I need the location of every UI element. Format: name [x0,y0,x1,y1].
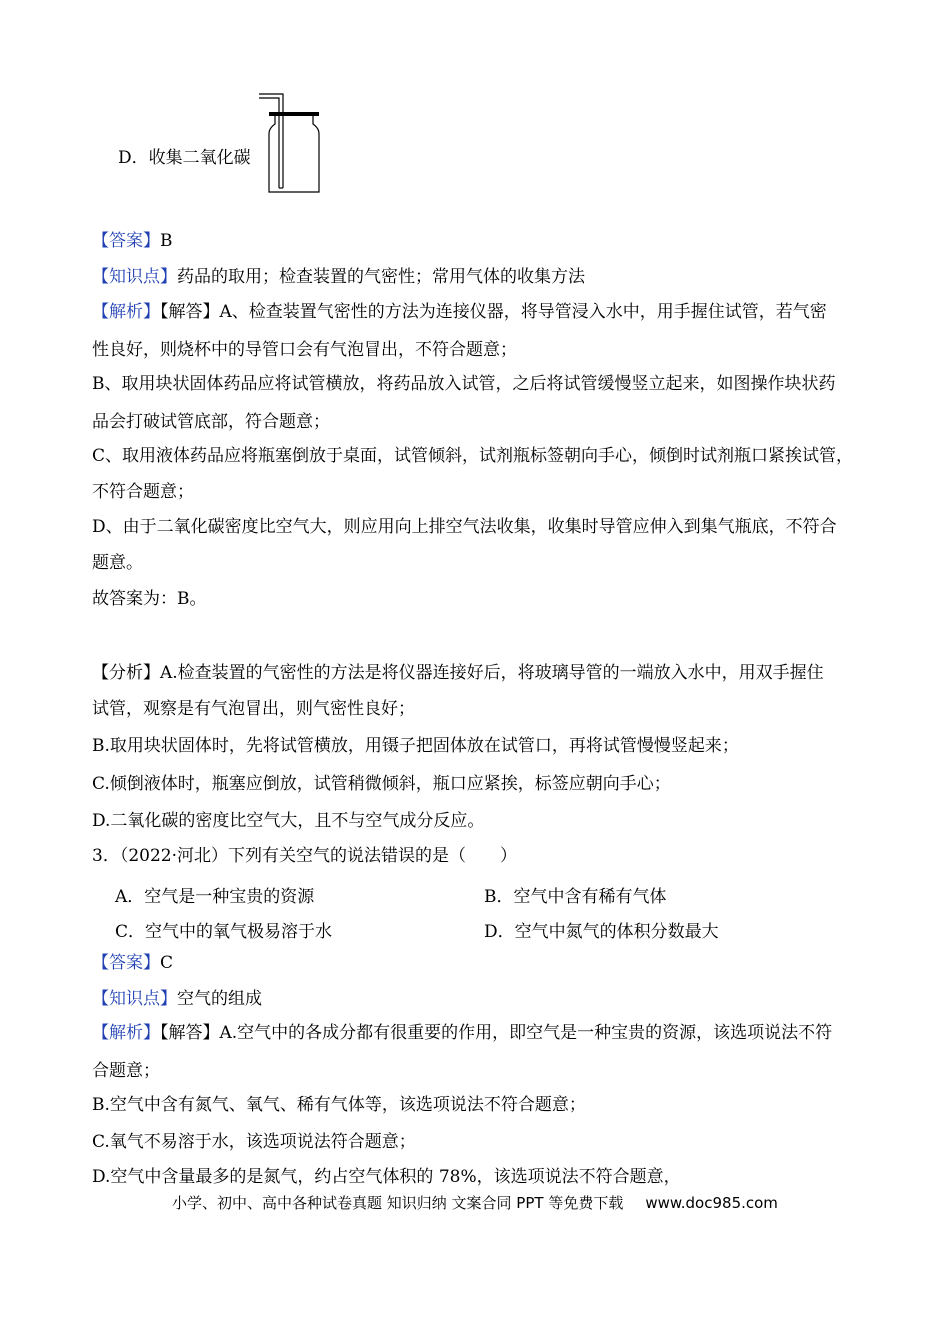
answer-row [92,953,173,973]
analysis-line: 故答案为：B。 [92,589,207,609]
knowledge-row [92,989,262,1009]
analysis-tag: 【解析】 [92,1023,160,1043]
knowledge-tag: 【知识点】 [92,267,177,287]
knowledge-value: 药品的取用；检查装置的气密性；常用气体的收集方法 [177,267,585,287]
gas-collection-bottle-icon [255,88,325,196]
analysis-line: 【解答】A、检查装置气密性的方法为连接仪器，将导管浸入水中，用手握住试管，若气密 [160,302,827,322]
fenxi-line: D.二氧化碳的密度比空气大，且不与空气成分反应。 [92,811,485,831]
option-d-label: D．收集二氧化碳 [118,148,251,168]
option-d: D．空气中氮气的体积分数最大 [484,922,719,942]
footer-text: 小学、初中、高中各种试卷真题 知识归纳 文案合同 PPT 等免费下载 [172,1194,624,1212]
analysis-line: B、取用块状固体药品应将试管横放，将药品放入试管，之后将试管缓慢竖立起来，如图操作块状药 [92,374,836,394]
fenxi-line: C.倾倒液体时，瓶塞应倒放，试管稍微倾斜，瓶口应紧挨，标签应朝向手心； [92,774,671,794]
knowledge-tag: 【知识点】 [92,989,177,1009]
analysis-row [92,1023,832,1043]
answer-tag: 【答案】 [92,231,160,251]
knowledge-row [92,267,585,287]
answer-value: C [160,953,174,973]
option-a: A．空气是一种宝贵的资源 [115,887,315,907]
question-stem: 3．（2022·河北）下列有关空气的说法错误的是（ ） [92,846,517,866]
analysis-line: 不符合题意； [92,482,194,502]
analysis-line: 品会打破试管底部，符合题意； [92,412,330,432]
analysis-row [92,302,827,322]
analysis-line: 题意。 [92,553,143,573]
fenxi-line: B.取用块状固体时，先将试管横放，用镊子把固体放在试管口，再将试管慢慢竖起来； [92,736,739,756]
analysis-tag: 【解析】 [92,302,160,322]
option-c: C．空气中的氧气极易溶于水 [115,922,333,942]
analysis-line: 性良好，则烧杯中的导管口会有气泡冒出，不符合题意； [92,340,517,360]
fenxi-row [92,663,824,683]
fenxi-line: 试管，观察是有气泡冒出，则气密性良好； [92,699,415,719]
answer-row [92,231,173,251]
fenxi-line: A.检查装置的气密性的方法是将仪器连接好后，将玻璃导管的一端放入水中，用双手握住 [160,663,824,683]
analysis-line: 【解答】A.空气中的各成分都有很重要的作用，即空气是一种宝贵的资源，该选项说法不符 [160,1023,833,1043]
analysis-line: 合题意； [92,1061,160,1081]
knowledge-value: 空气的组成 [177,989,262,1009]
analysis-line: D、由于二氧化碳密度比空气大，则应用向上排空气法收集，收集时导管应伸入到集气瓶底，不符合 [92,517,837,537]
analysis-line: D.空气中含量最多的是氮气，约占空气体积的 78%，该选项说法不符合题意， [92,1167,681,1187]
answer-value: B [160,231,173,251]
fenxi-tag: 【分析】 [92,663,160,683]
analysis-line: B.空气中含有氮气、氧气、稀有气体等，该选项说法不符合题意； [92,1095,586,1115]
page-footer [172,1192,778,1213]
analysis-line: C.氧气不易溶于水，该选项说法符合题意； [92,1132,416,1152]
analysis-line: C、取用液体药品应将瓶塞倒放于桌面，试管倾斜，试剂瓶标签朝向手心，倾倒时试剂瓶口紧挨试管， [92,446,854,466]
answer-tag: 【答案】 [92,953,160,973]
option-b: B．空气中含有稀有气体 [484,887,667,907]
footer-link[interactable]: www.doc985.com [645,1194,778,1212]
